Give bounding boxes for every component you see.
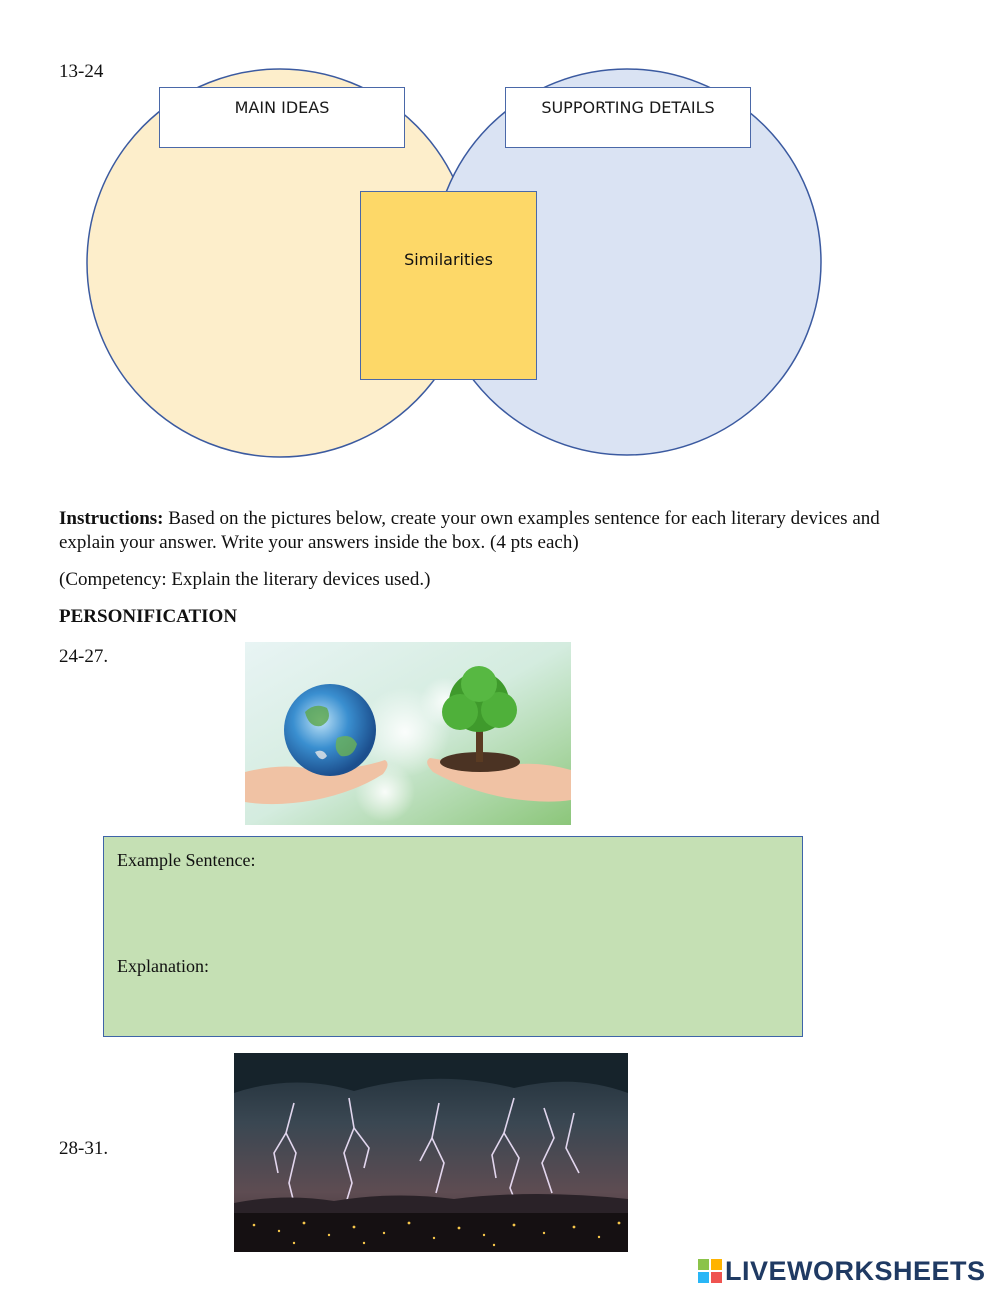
main-ideas-box bbox=[159, 87, 405, 148]
liveworksheets-logo-icon bbox=[698, 1259, 722, 1283]
earth-globe-icon bbox=[284, 684, 376, 776]
instructions-text: Based on the pictures below, create your own examples sentence for each literary devices and explain your answer. Write your answers inside the box. (4 pts each) bbox=[59, 508, 880, 553]
personification-heading: PERSONIFICATION bbox=[59, 606, 238, 627]
main-ideas-label: MAIN IDEAS bbox=[234, 98, 330, 117]
supporting-details-label: SUPPORTING DETAILS bbox=[541, 98, 715, 117]
competency-text: (Competency: Explain the literary devices used.) bbox=[59, 569, 431, 590]
lightning-picture bbox=[234, 1053, 628, 1252]
earth-tree-picture bbox=[245, 642, 571, 825]
instructions-paragraph bbox=[59, 507, 929, 555]
liveworksheets-logo bbox=[698, 1256, 986, 1286]
range-label-13-24: 13-24 bbox=[59, 61, 104, 82]
supporting-details-box bbox=[505, 87, 751, 148]
instructions-lead: Instructions: bbox=[59, 508, 164, 529]
range-label-24-27: 24-27. bbox=[59, 646, 109, 667]
liveworksheets-brand-text: LIVEWORKSHEETS bbox=[725, 1255, 986, 1286]
similarities-box[interactable] bbox=[360, 191, 537, 380]
range-label-28-31: 28-31. bbox=[59, 1138, 109, 1159]
answer-box-24-27[interactable] bbox=[103, 836, 803, 1037]
explanation-label: Explanation: bbox=[117, 956, 209, 976]
similarities-label: Similarities bbox=[404, 250, 493, 269]
example-sentence-label: Example Sentence: bbox=[117, 850, 256, 870]
